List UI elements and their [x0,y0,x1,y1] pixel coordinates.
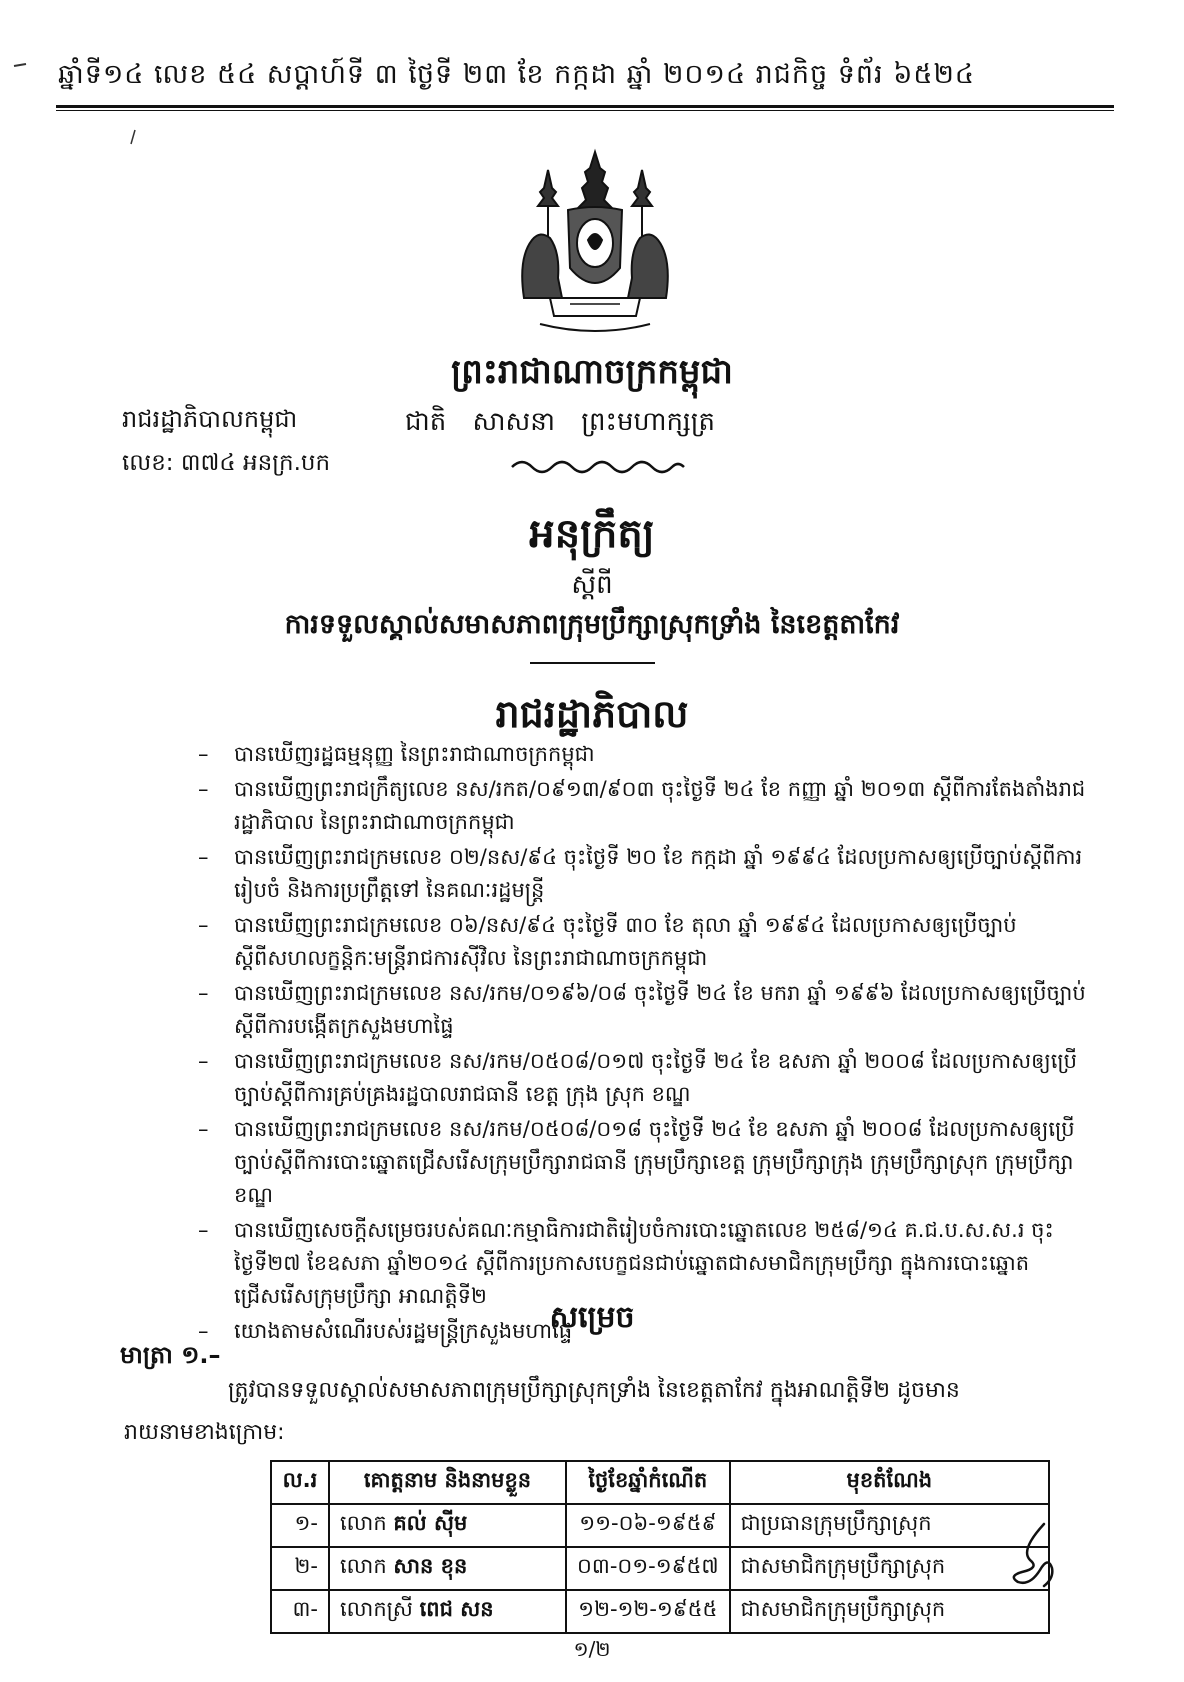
member-name-cell [329,1547,566,1590]
member-position: ជាប្រធានក្រុមប្រឹក្សាស្រុក [730,1504,1049,1547]
scan-mark [12,62,32,70]
member-name: គល់ ស៊ីម [393,1511,468,1535]
gazette-header: ឆ្នាំទី១៤ លេខ ៥៤ សប្តាហ៍ទី ៣ ថ្ងៃទី ២៣ ខែ កក្កដា ឆ្នាំ ២០១៤ រាជកិច្ច ទំព័រ ៦៥២៤ [58,59,975,90]
date-of-birth: ១១-០៦-១៩៥៩ [566,1504,730,1547]
page-number: ១/២ [573,1637,611,1661]
honorific: លោកស្រី [340,1597,413,1621]
consideration-item: – បានឃើញព្រះរាជក្រមលេខ ០៦/នស/៩៤ ចុះថ្ងៃទី ៣០ ខែ តុលា ឆ្នាំ ១៩៩៤ ដែលប្រកាសឲ្យប្រើច្បាប់ស្តីពីសហលក្ខន្តិកៈមន្ត្រីរាជការស៊ីវិល នៃព្រះរាជាណាចក្រកម្ពុជា [198,913,1017,970]
column-header-number: ល.រ [271,1461,329,1504]
ornament-divider [508,455,688,477]
considerations-list [198,738,1088,1350]
member-name-cell [329,1590,566,1633]
initials-signature [1000,1520,1060,1590]
council-members-table [270,1460,1050,1634]
date-of-birth: ១២-១២-១៩៥៥ [566,1590,730,1633]
honorific: លោក [340,1511,387,1535]
article-label: មាត្រា ១.– [120,1341,221,1369]
member-name: សាន ខុន [393,1554,468,1578]
table-header-row [271,1461,1049,1504]
member-position: ជាសមាជិកក្រុមប្រឹក្សាស្រុក [730,1590,1049,1633]
table-row [271,1504,1049,1547]
consideration-item: – បានឃើញសេចក្តីសម្រេចរបស់គណៈកម្មាធិការជាតិរៀបចំការបោះឆ្នោតលេខ ២៥៨/១៤ គ.ជ.ប.ស.ស.រ ចុះថ្ងៃទី២៧ ខែឧសភា ឆ្នាំ២០១៤ ស្តីពីការប្រកាសបេក្ខជនជាប់ឆ្នោតជាសមាជិកក្រុមប្រឹក្សា ក្នុងការបោះឆ្នោតជ្រើសរើសក្រុមប្រឹក្សា អាណត្តិទី២ [198,1218,1054,1308]
member-name: ពេជ សន [419,1597,494,1621]
member-position: ជាសមាជិកក្រុមប្រឹក្សាស្រុក [730,1547,1049,1590]
row-number: ២- [271,1547,329,1590]
scan-mark [128,128,138,146]
royal-coat-of-arms-emblem [510,148,680,338]
consideration-item: – បានឃើញព្រះរាជក្រមលេខ នស/រកម/០១៩៦/០៨ ចុះថ្ងៃទី ២៤ ខែ មករា ឆ្នាំ ១៩៩៦ ដែលប្រកាសឲ្យប្រើច្បាប់ស្តីពីការបង្កើតក្រសួងមហាផ្ទៃ [198,981,1086,1038]
column-header-name: គោត្តនាម និងនាមខ្លួន [329,1461,566,1504]
document-subject: ការទទួលស្គាល់សមាសភាពក្រុមប្រឹក្សាស្រុកទ្រាំង នៃខេត្តតាកែវ [284,609,900,640]
national-motto: ជាតិ សាសនា ព្រះមហាក្សត្រ [405,407,715,437]
kingdom-title: ព្រះរាជាណាចក្រកម្ពុជា [451,352,733,392]
consideration-item: – យោងតាមសំណើរបស់រដ្ឋមន្ត្រីក្រសួងមហាផ្ទៃ [198,1319,573,1343]
table-row [271,1590,1049,1633]
government-heading: រាជរដ្ឋាភិបាល [495,692,689,736]
decision-heading: សម្រេច [549,1300,635,1335]
about-label: ស្តីពី [571,570,613,600]
document-type: អនុក្រឹត្យ [529,511,655,557]
consideration-item: – បានឃើញព្រះរាជក្រមលេខ ០២/នស/៩៤ ចុះថ្ងៃទី ២០ ខែ កក្កដា ឆ្នាំ ១៩៩៤ ដែលប្រកាសឲ្យប្រើច្បាប់ស្តីពីការរៀបចំ និងការប្រព្រឹត្តទៅ នៃគណៈរដ្ឋមន្ត្រី [198,845,1083,902]
subject-divider [530,662,655,664]
row-number: ៣- [271,1590,329,1633]
member-name-cell [329,1504,566,1547]
reference-number: លេខ: ៣៧៤ អនក្រ.បក [122,450,331,476]
article-text: ត្រូវបានទទួលស្គាល់សមាសភាពក្រុមប្រឹក្សាស្រុកទ្រាំង នៃខេត្តតាកែវ ក្នុងអាណត្តិទី២ ដូចមាន [228,1378,960,1403]
article-text-continued: រាយនាមខាងក្រោម: [124,1420,285,1445]
issuing-authority: រាជរដ្ឋាភិបាលកម្ពុជា [122,405,298,433]
honorific: លោក [340,1554,387,1578]
column-header-date-of-birth: ថ្ងៃខែឆ្នាំកំណើត [566,1461,730,1504]
table-row [271,1547,1049,1590]
header-rule-thin [56,110,1114,111]
header-rule [56,105,1114,108]
consideration-item: – បានឃើញព្រះរាជក្រមលេខ នស/រកម/០៥០៨/០១៧ ចុះថ្ងៃទី ២៤ ខែ ឧសភា ឆ្នាំ ២០០៨ ដែលប្រកាសឲ្យប្រើច្បាប់ស្តីពីការគ្រប់គ្រងរដ្ឋបាលរាជធានី ខេត្ត ក្រុង ស្រុក ខណ្ឌ [198,1049,1077,1106]
row-number: ១- [271,1504,329,1547]
consideration-item: – បានឃើញព្រះរាជក្រមលេខ នស/រកម/០៥០៨/០១៨ ចុះថ្ងៃទី ២៤ ខែ ឧសភា ឆ្នាំ ២០០៨ ដែលប្រកាសឲ្យប្រើច្បាប់ស្តីពីការបោះឆ្នោតជ្រើសរើសក្រុមប្រឹក្សារាជធានី ក្រុមប្រឹក្សាខេត្ត ក្រុមប្រឹក្សាក្រុង ក្រុមប្រឹក្សាស្រុក ក្រុមប្រឹក្សាខណ្ឌ [198,1117,1075,1207]
consideration-item: – បានឃើញរដ្ឋធម្មនុញ្ញ នៃព្រះរាជាណាចក្រកម្ពុជា [198,742,595,766]
consideration-item: – បានឃើញព្រះរាជក្រឹត្យលេខ នស/រកត/០៩១៣/៩០៣ ចុះថ្ងៃទី ២៤ ខែ កញ្ញា ឆ្នាំ ២០១៣ ស្តីពីការតែងតាំងរាជរដ្ឋាភិបាល នៃព្រះរាជាណាចក្រកម្ពុជា [198,777,1086,834]
date-of-birth: ០៣-០១-១៩៥៧ [566,1547,730,1590]
column-header-position: មុខតំណែង [730,1461,1049,1504]
